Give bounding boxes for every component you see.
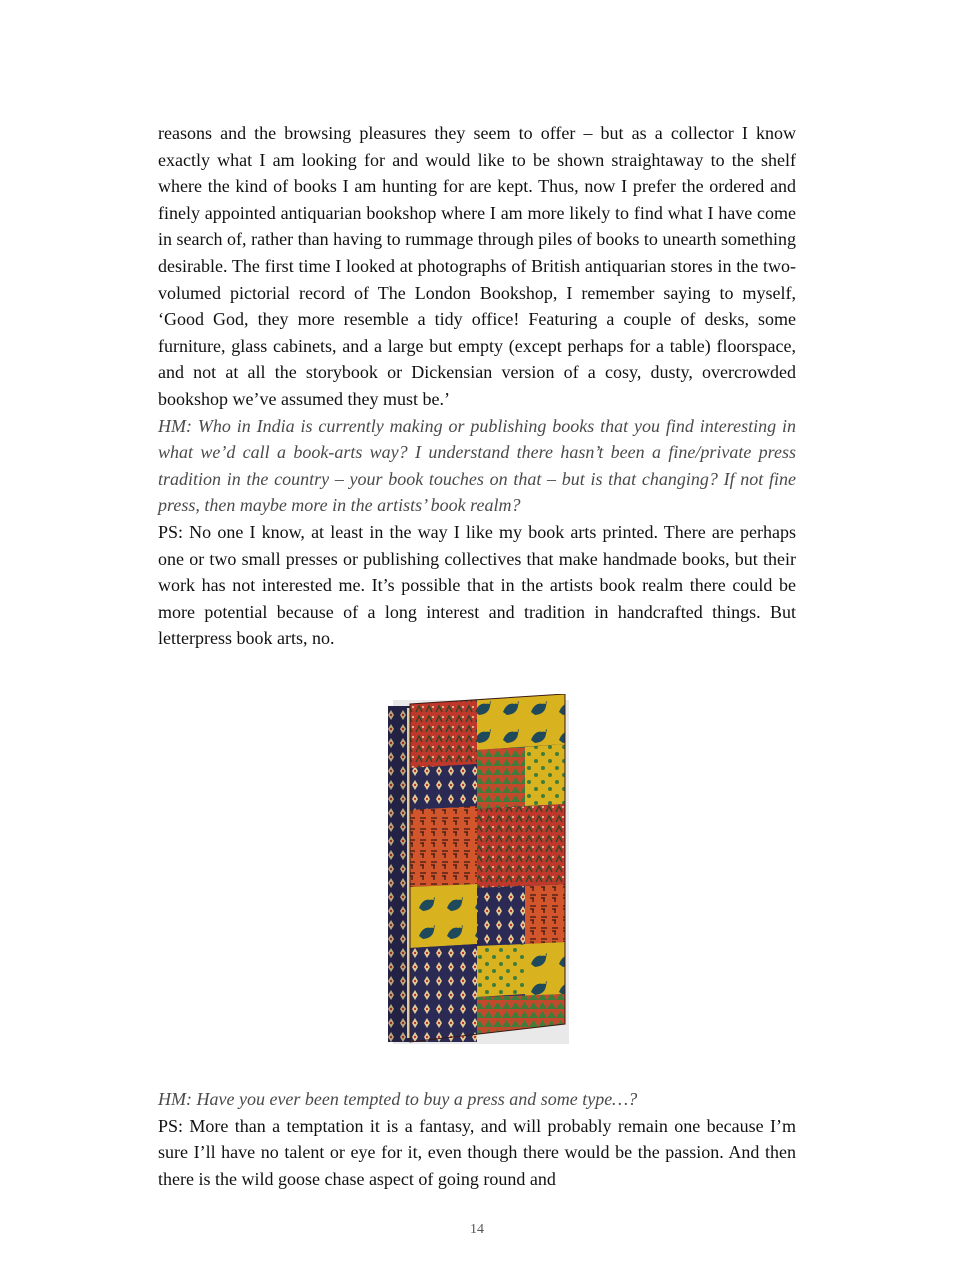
text-block-bottom [158, 1086, 796, 1192]
question-paragraph: HM: Who in India is currently making or publishing books that you find interesting in what we’d call a book-arts way? I understand there hasn’t been a fine/private press tradition in the country – your book touches on that – but is that changing? If not fine press, then maybe more in the artists’ book realm? [158, 415, 796, 516]
answer-paragraph: reasons and the browsing pleasures they seem to offer – but as a collector I know exactly what I am looking for and would like to be shown straightaway to the shelf where the kind of books I am hunting for are kept. Thus, now I prefer the ordered and finely appointed antiquarian bookshop where I am more likely to find what I have come in search of, rather than having to rummage through piles of books to unearth something desirable. The first time I looked at photographs of British antiquarian stores in the two-volumed pictorial record of The London Bookshop, I remember saying to myself, ‘Good God, they more resemble a tidy office! Featuring a couple of desks, some furniture, glass cabinets, and a large but empty (except perhaps for a table) floorspace, and not at all the storybook or Dickensian version of a cosy, dusty, overcrowded bookshop we’ve assumed they must be.’ [158, 123, 796, 409]
answer-paragraph: PS: More than a temptation it is a fantasy, and will probably remain one because I’m sure I’ll have no talent or eye for it, even though there would be the passion. And then there is the wild goose chase aspect of going round and [158, 1115, 796, 1189]
question-paragraph: HM: Have you ever been tempted to buy a press and some type…? [158, 1089, 638, 1109]
text-block-top [158, 120, 796, 652]
page-number: 14 [470, 1222, 484, 1237]
patchwork-book-cover-image [385, 694, 570, 1046]
answer-paragraph: PS: No one I know, at least in the way I like my book arts printed. There are perhaps one or two small presses or publishing collectives that make handmade books, but their work has not interested me. It’s possible that in the artists book realm there could be more potential because of a long interest and tradition in handcrafted things. But letterpress book arts, no. [158, 521, 796, 649]
book-cover-figure [385, 694, 570, 1046]
